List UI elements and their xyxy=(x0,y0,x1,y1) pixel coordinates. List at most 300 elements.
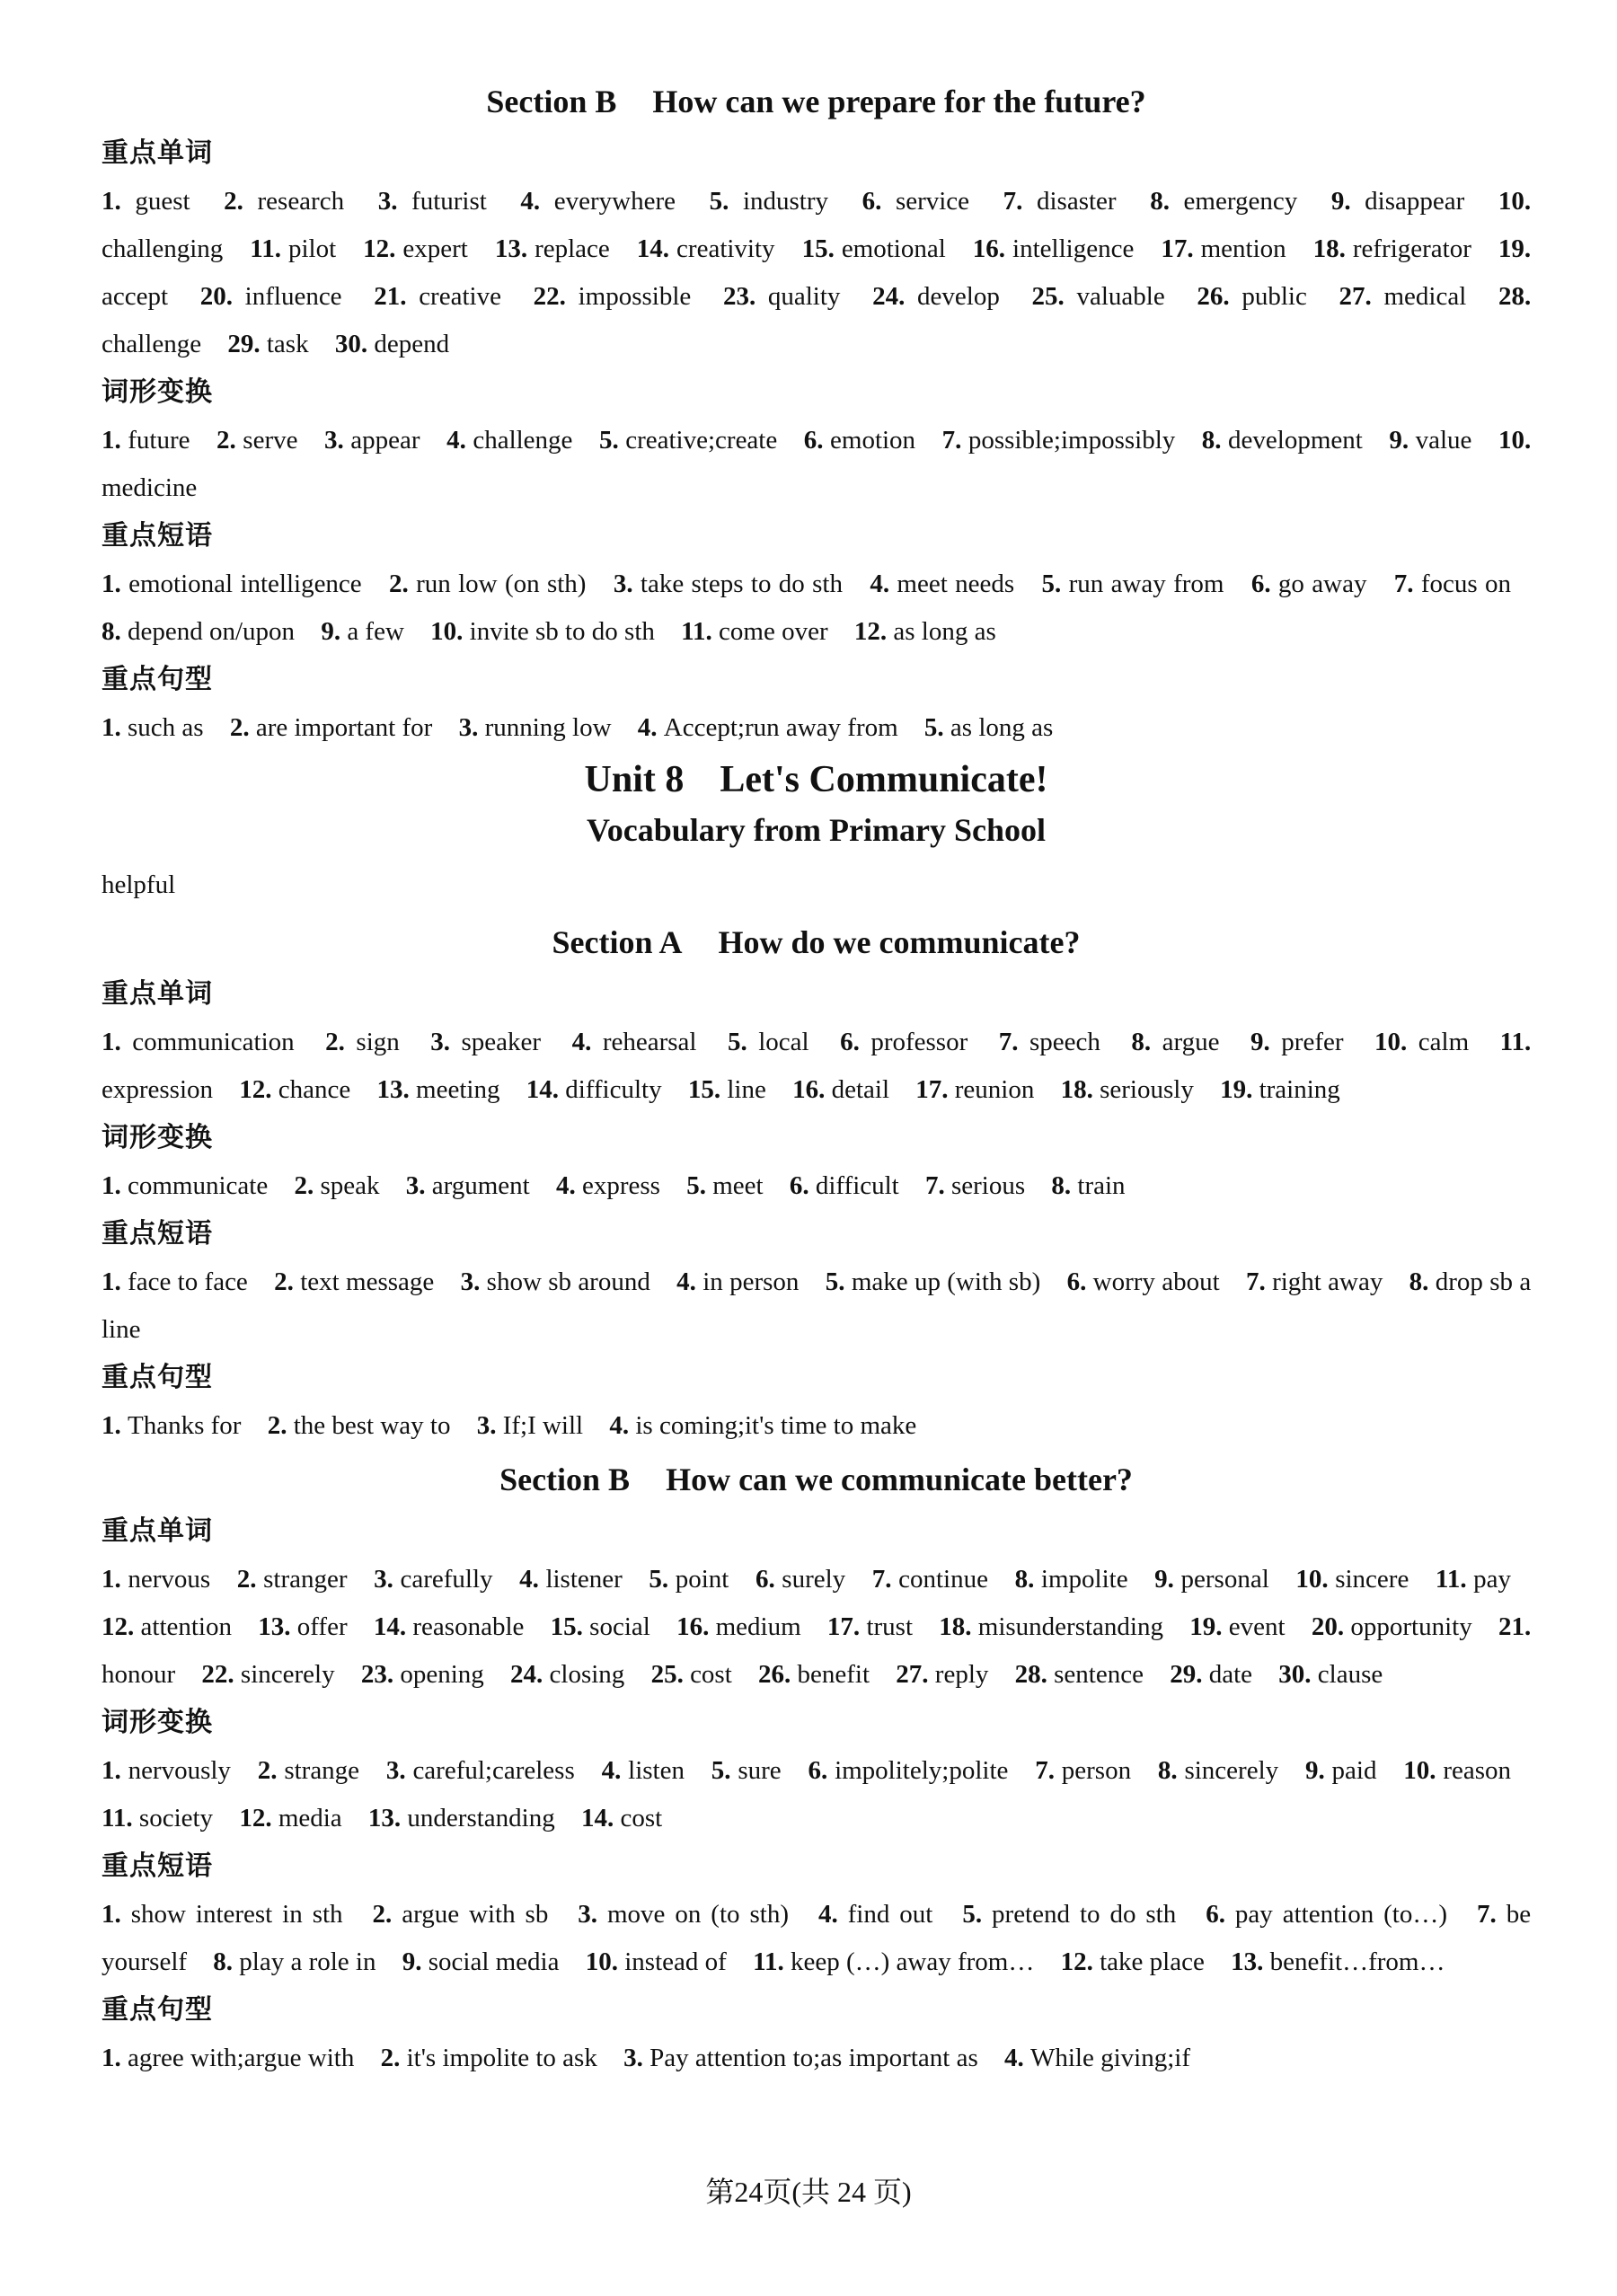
answer-text: opening xyxy=(400,1660,484,1689)
answer-item xyxy=(1131,1028,1219,1056)
answer-item xyxy=(373,1900,549,1929)
answer-item xyxy=(477,1411,583,1440)
answer-text: creativity xyxy=(676,234,775,263)
answer-item xyxy=(942,426,1176,455)
answer-number: 9. xyxy=(1304,1756,1332,1785)
answer-item xyxy=(551,1612,650,1641)
section-heading xyxy=(102,1455,1531,1504)
answer-text: carefully xyxy=(400,1565,493,1594)
answer-item xyxy=(599,426,777,455)
answer-text: social media xyxy=(428,1947,560,1976)
answer-item xyxy=(862,187,969,216)
group-label: 重点句型 xyxy=(102,1362,213,1393)
answer-number: 19. xyxy=(1220,1075,1259,1104)
answer-item xyxy=(381,2044,597,2072)
answer-text: reasonable xyxy=(412,1612,525,1641)
answer-number: 13. xyxy=(494,234,535,263)
answer-text: listen xyxy=(628,1756,685,1785)
answer-text: influence xyxy=(244,282,342,311)
answer-item xyxy=(1161,234,1286,263)
answer-text: argue xyxy=(1162,1028,1220,1056)
answer-number: 4. xyxy=(817,1900,848,1929)
answer-item xyxy=(430,1028,541,1056)
group-label: 重点短语 xyxy=(102,1218,213,1250)
answer-text: trust xyxy=(866,1612,913,1641)
answer-item xyxy=(102,1171,268,1200)
answer-number: 1. xyxy=(102,1565,128,1594)
answer-number: 16. xyxy=(792,1075,832,1104)
answer-item xyxy=(826,1267,1040,1296)
answer-text: point xyxy=(675,1565,729,1594)
answer-item xyxy=(258,1756,359,1785)
answer-number: 3. xyxy=(405,1171,432,1200)
answer-number: 1. xyxy=(102,1900,131,1929)
answer-text: pay attention (to…) xyxy=(1234,1900,1448,1929)
answer-text: research xyxy=(257,187,345,216)
answer-item xyxy=(102,1804,213,1832)
answer-item xyxy=(602,1756,685,1785)
answer-text: cost xyxy=(690,1660,732,1689)
answer-item xyxy=(686,1171,763,1200)
answer-number: 21. xyxy=(1498,1612,1532,1641)
answer-item xyxy=(200,282,342,311)
answer-text: communication xyxy=(132,1028,295,1056)
answer-text: impolitely;polite xyxy=(835,1756,1009,1785)
answer-number: 2. xyxy=(372,1900,402,1929)
answer-number: 11. xyxy=(681,617,720,646)
answer-text: move on (to sth) xyxy=(606,1900,789,1929)
answer-text: Thanks for xyxy=(128,1411,242,1440)
answer-text: creative xyxy=(419,282,501,311)
answer-item xyxy=(377,1075,500,1104)
answer-text: difficult xyxy=(815,1171,899,1200)
answer-text: run low (on sth) xyxy=(416,570,587,598)
answer-text: make up (with sb) xyxy=(851,1267,1041,1296)
answer-item xyxy=(802,234,946,263)
answer-item xyxy=(676,1612,801,1641)
answer-item xyxy=(368,1804,555,1832)
answer-number: 3. xyxy=(385,1756,413,1785)
answer-text: training xyxy=(1259,1075,1340,1104)
answer-text: quality xyxy=(767,282,841,311)
answer-item xyxy=(495,234,610,263)
answer-item xyxy=(374,1565,492,1594)
answer-item xyxy=(939,1612,1163,1641)
answer-text: argue with sb xyxy=(402,1900,549,1929)
answer-number: 4. xyxy=(556,1171,582,1200)
answer-number: 5. xyxy=(962,1900,993,1929)
answer-text: opportunity xyxy=(1350,1612,1472,1641)
answer-item xyxy=(510,1660,624,1689)
answer-item xyxy=(1403,1756,1511,1785)
answer-list xyxy=(102,704,1531,752)
answer-number: 2. xyxy=(236,1565,264,1594)
group-label: 重点短语 xyxy=(102,1850,213,1882)
answer-item xyxy=(1295,1565,1409,1594)
answer-item xyxy=(1206,1900,1447,1929)
answer-text: show sb around xyxy=(486,1267,650,1296)
answer-text: pilot xyxy=(287,234,337,263)
answer-number: 12. xyxy=(239,1804,278,1832)
answer-number: 28. xyxy=(1014,1660,1055,1689)
answer-number: 28. xyxy=(1498,282,1532,311)
group-label: 重点句型 xyxy=(102,1994,213,2026)
answer-item xyxy=(374,282,501,311)
answer-text: society xyxy=(138,1804,214,1832)
answer-item xyxy=(614,570,843,598)
answer-text: benefit…from… xyxy=(1269,1947,1445,1976)
answer-text: pay xyxy=(1473,1565,1512,1594)
answer-number: 11. xyxy=(753,1947,791,1976)
answer-item xyxy=(999,1028,1100,1056)
answer-item xyxy=(268,1411,451,1440)
answer-item xyxy=(637,234,775,263)
answer-item xyxy=(586,1947,727,1976)
answer-number: 2. xyxy=(274,1267,301,1296)
answer-item xyxy=(102,617,295,646)
answer-number: 30. xyxy=(1278,1660,1318,1689)
answer-text: expression xyxy=(102,1075,214,1104)
answer-text: reason xyxy=(1443,1756,1512,1785)
answer-item xyxy=(1041,570,1224,598)
answer-item xyxy=(1150,187,1297,216)
answer-number: 29. xyxy=(1170,1660,1209,1689)
answer-text: meet xyxy=(712,1171,764,1200)
answer-number: 6. xyxy=(1066,1267,1093,1296)
answer-number: 1. xyxy=(102,426,128,455)
answer-text: closing xyxy=(549,1660,625,1689)
answer-text: challenging xyxy=(102,234,224,263)
answer-item xyxy=(818,1900,932,1929)
answer-number: 1. xyxy=(102,570,129,598)
answer-item xyxy=(1170,1660,1252,1689)
answer-number: 2. xyxy=(380,2044,407,2072)
answer-number: 12. xyxy=(853,617,894,646)
answer-number: 15. xyxy=(550,1612,590,1641)
answer-number: 11. xyxy=(1435,1565,1474,1594)
answer-item xyxy=(1246,1267,1383,1296)
answer-item xyxy=(924,713,1053,742)
answer-text: expert xyxy=(402,234,468,263)
answer-item xyxy=(102,1612,232,1641)
answer-text: chance xyxy=(278,1075,351,1104)
answer-item xyxy=(335,330,449,358)
answer-item xyxy=(526,1075,662,1104)
answer-number: 1. xyxy=(102,1411,128,1440)
answer-number: 19. xyxy=(1189,1612,1229,1641)
answer-item xyxy=(753,1947,1034,1976)
answer-item xyxy=(216,426,297,455)
answer-number: 8. xyxy=(213,1947,240,1976)
answer-text: meet needs xyxy=(897,570,1015,598)
answer-item xyxy=(102,713,204,742)
answer-item xyxy=(237,1565,348,1594)
answer-text: continue xyxy=(898,1565,988,1594)
answer-number: 24. xyxy=(872,282,918,311)
answer-text: challenge xyxy=(473,426,573,455)
answer-item xyxy=(102,187,190,216)
answer-number: 20. xyxy=(1311,1612,1351,1641)
answer-text: mention xyxy=(1200,234,1286,263)
answer-number: 13. xyxy=(1231,1947,1270,1976)
answer-item xyxy=(1051,1171,1125,1200)
answer-number: 17. xyxy=(915,1075,955,1104)
answer-item xyxy=(402,1947,560,1976)
answer-number: 27. xyxy=(896,1660,935,1689)
answer-text: text message xyxy=(300,1267,435,1296)
answer-number: 5. xyxy=(825,1267,852,1296)
answer-item xyxy=(1154,1565,1269,1594)
answer-number: 9. xyxy=(1154,1565,1181,1594)
answer-text: listener xyxy=(545,1565,623,1594)
answer-text: attention xyxy=(140,1612,232,1641)
answer-item xyxy=(808,1756,1009,1785)
section-question: How can we prepare for the future? xyxy=(652,84,1146,119)
answer-item xyxy=(623,2044,978,2072)
answer-text: running low xyxy=(484,713,612,742)
answer-item xyxy=(1339,282,1467,311)
answer-text: develop xyxy=(917,282,1000,311)
answer-number: 5. xyxy=(709,187,743,216)
answer-item xyxy=(239,1075,350,1104)
answer-item xyxy=(710,187,828,216)
answer-text: drop sb a line xyxy=(102,1267,1532,1344)
answer-number: 6. xyxy=(1250,570,1278,598)
answer-number: 7. xyxy=(1393,570,1421,598)
answer-item xyxy=(201,1660,334,1689)
vocab-word: helpful xyxy=(102,870,176,899)
answer-number: 6. xyxy=(1206,1900,1235,1929)
answer-number: 8. xyxy=(1157,1756,1185,1785)
answer-number: 1. xyxy=(102,1267,128,1296)
answer-text: speak xyxy=(320,1171,380,1200)
answer-item xyxy=(389,570,586,598)
answer-text: surely xyxy=(782,1565,846,1594)
answer-item xyxy=(870,570,1014,598)
answer-text: person xyxy=(1061,1756,1132,1785)
answer-list xyxy=(102,2035,1531,2082)
answer-number: 22. xyxy=(201,1660,241,1689)
answer-item xyxy=(1305,1756,1377,1785)
answer-number: 3. xyxy=(476,1411,503,1440)
answer-item xyxy=(102,1267,248,1296)
answer-number: 8. xyxy=(1014,1565,1041,1594)
answer-number: 11. xyxy=(250,234,288,263)
answer-text: possible;impossibly xyxy=(968,426,1176,455)
answer-number: 12. xyxy=(239,1075,278,1104)
answer-text: play a role in xyxy=(239,1947,376,1976)
answer-number: 7. xyxy=(998,1028,1029,1056)
answer-text: Accept;run away from xyxy=(663,713,898,742)
answer-text: challenge xyxy=(102,330,202,358)
answer-text: are important for xyxy=(255,713,433,742)
answer-text: social xyxy=(589,1612,650,1641)
answer-item xyxy=(1035,1756,1131,1785)
answer-text: nervous xyxy=(128,1565,211,1594)
vocab-subtitle: Vocabulary from Primary School xyxy=(587,812,1046,848)
answer-number: 3. xyxy=(430,1028,462,1056)
answer-number: 27. xyxy=(1339,282,1384,311)
answer-item xyxy=(728,1028,809,1056)
answer-item xyxy=(519,1565,623,1594)
answer-number: 4. xyxy=(870,570,897,598)
answer-text: appear xyxy=(350,426,420,455)
page-content xyxy=(102,77,1531,2082)
answer-number: 9. xyxy=(1250,1028,1282,1056)
answer-number: 7. xyxy=(871,1565,899,1594)
answer-text: sure xyxy=(738,1756,782,1785)
answer-number: 5. xyxy=(686,1171,713,1200)
answer-text: focus on xyxy=(1420,570,1512,598)
answer-number: 10. xyxy=(1498,187,1532,216)
answer-number: 14. xyxy=(636,234,677,263)
answer-number: 8. xyxy=(1051,1171,1078,1200)
answer-item xyxy=(1158,1756,1278,1785)
answer-number: 12. xyxy=(1060,1947,1100,1976)
answer-list xyxy=(102,1019,1531,1114)
group-label: 重点单词 xyxy=(102,137,213,169)
answer-number: 10. xyxy=(585,1947,625,1976)
answer-text: media xyxy=(278,1804,342,1832)
group-label: 重点单词 xyxy=(102,1515,213,1547)
section-label: Section B xyxy=(486,84,617,119)
answer-text: go away xyxy=(1277,570,1367,598)
answer-item xyxy=(361,1660,484,1689)
answer-number: 22. xyxy=(533,282,579,311)
answer-item xyxy=(1251,570,1367,598)
answer-number: 2. xyxy=(389,570,417,598)
answer-text: come over xyxy=(719,617,828,646)
answer-item xyxy=(102,1900,343,1929)
answer-text: reply xyxy=(934,1660,989,1689)
group-label: 重点句型 xyxy=(102,664,213,695)
answer-text: sincere xyxy=(1335,1565,1409,1594)
answer-number: 9. xyxy=(402,1947,429,1976)
page-footer: 第24页(共 24 页) xyxy=(705,2176,912,2208)
answer-item xyxy=(1312,1612,1472,1641)
answer-text: serve xyxy=(243,426,298,455)
answer-number: 4. xyxy=(676,1267,703,1296)
answer-item xyxy=(1004,2044,1190,2072)
answer-text: communicate xyxy=(128,1171,269,1200)
answer-text: sincerely xyxy=(240,1660,335,1689)
section-question: How can we communicate better? xyxy=(666,1461,1133,1497)
answer-number: 12. xyxy=(102,1612,141,1641)
answer-number: 2. xyxy=(325,1028,357,1056)
answer-item xyxy=(651,1660,732,1689)
answer-item xyxy=(461,1267,650,1296)
answer-item xyxy=(755,1565,845,1594)
answer-text: meeting xyxy=(416,1075,500,1104)
section-label: Section B xyxy=(499,1461,631,1497)
answer-number: 8. xyxy=(102,617,128,646)
answer-number: 5. xyxy=(923,713,950,742)
answer-number: 8. xyxy=(1150,187,1184,216)
answer-number: 30. xyxy=(334,330,375,358)
answer-number: 7. xyxy=(1476,1900,1507,1929)
answer-number: 7. xyxy=(1245,1267,1273,1296)
answer-number: 5. xyxy=(598,426,626,455)
answer-number: 8. xyxy=(1131,1028,1162,1056)
answer-text: impolite xyxy=(1040,1565,1128,1594)
answer-number: 1. xyxy=(102,1171,128,1200)
answer-item xyxy=(406,1171,530,1200)
answer-number: 4. xyxy=(601,1756,629,1785)
answer-list xyxy=(102,1402,1531,1450)
answer-item xyxy=(102,570,362,598)
answer-number: 18. xyxy=(939,1612,978,1641)
answer-number: 7. xyxy=(1035,1756,1062,1785)
answer-item xyxy=(676,1267,799,1296)
answer-text: understanding xyxy=(407,1804,555,1832)
answer-list xyxy=(102,561,1531,656)
answer-number: 17. xyxy=(1161,234,1201,263)
answer-number: 2. xyxy=(216,426,243,455)
answer-item xyxy=(925,1171,1025,1200)
answer-text: such as xyxy=(128,713,204,742)
answer-item xyxy=(239,1804,341,1832)
answer-list xyxy=(102,1556,1531,1699)
answer-number: 4. xyxy=(571,1028,603,1056)
answer-text: careful;careless xyxy=(412,1756,575,1785)
answer-text: speaker xyxy=(461,1028,542,1056)
answer-number: 2. xyxy=(257,1756,285,1785)
answer-number: 29. xyxy=(227,330,267,358)
answer-text: face to face xyxy=(128,1267,248,1296)
section-heading xyxy=(102,918,1531,967)
answer-item xyxy=(1220,1075,1340,1104)
answer-number: 10. xyxy=(1403,1756,1444,1785)
answer-number: 6. xyxy=(803,426,831,455)
answer-text: emotional intelligence xyxy=(128,570,362,598)
answer-text: impossible xyxy=(578,282,692,311)
answer-item xyxy=(324,426,420,455)
answer-item xyxy=(578,1900,789,1929)
answer-text: cost xyxy=(620,1804,663,1832)
answer-item xyxy=(1189,1612,1285,1641)
answer-number: 2. xyxy=(267,1411,294,1440)
answer-text: Pay attention to;as important as xyxy=(649,2044,978,2072)
answer-number: 26. xyxy=(758,1660,798,1689)
answer-item xyxy=(459,713,612,742)
group-label: 词形变换 xyxy=(102,1707,213,1738)
answer-number: 5. xyxy=(649,1565,676,1594)
answer-item xyxy=(102,426,190,455)
answer-item xyxy=(227,330,308,358)
answer-item xyxy=(102,2044,354,2072)
answer-number: 21. xyxy=(374,282,420,311)
answer-item xyxy=(556,1171,660,1200)
answer-item xyxy=(325,1028,400,1056)
answer-text: disappear xyxy=(1365,187,1465,216)
answer-list xyxy=(102,417,1531,512)
answer-list xyxy=(102,1747,1531,1842)
answer-item xyxy=(649,1565,729,1594)
answer-text: disaster xyxy=(1037,187,1117,216)
answer-number: 2. xyxy=(229,713,256,742)
answer-number: 10. xyxy=(1374,1028,1418,1056)
answer-text: futurist xyxy=(411,187,487,216)
answer-item xyxy=(363,234,468,263)
answer-text: medium xyxy=(715,1612,801,1641)
answer-item xyxy=(224,187,344,216)
answer-number: 3. xyxy=(623,2044,650,2072)
answer-number: 8. xyxy=(1409,1267,1436,1296)
group-label: 重点单词 xyxy=(102,978,213,1010)
answer-number: 7. xyxy=(941,426,968,455)
answer-list xyxy=(102,1162,1531,1210)
answer-item xyxy=(258,1612,347,1641)
